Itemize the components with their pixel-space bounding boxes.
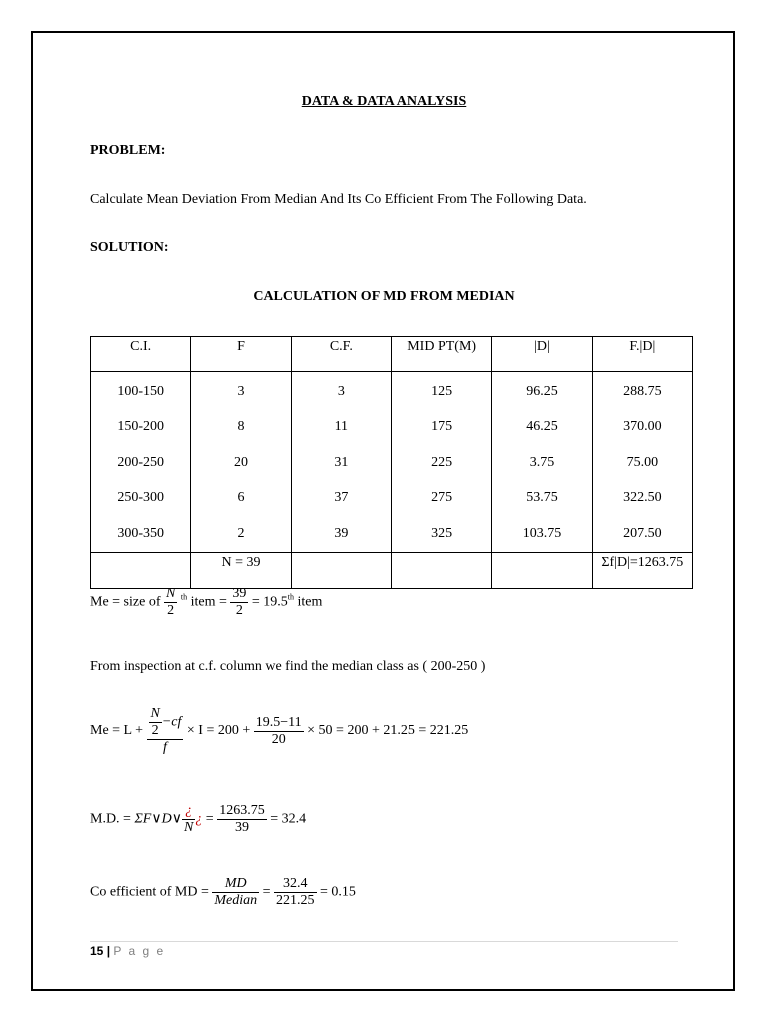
n-over-2-fraction: [164, 586, 177, 619]
cell-d: 46.25: [492, 410, 592, 446]
md-garbled-fraction: [182, 803, 195, 836]
header-mid-point: MID PT(M): [391, 337, 491, 372]
cell-f: 6: [191, 481, 291, 517]
table-row: [91, 410, 693, 446]
fraction-denominator: N: [183, 820, 194, 835]
median-position-prefix: Me = size of: [90, 594, 161, 610]
median-position-mid: item =: [190, 594, 227, 610]
cell-d: 3.75: [492, 445, 592, 481]
substituted-fraction: [254, 715, 304, 748]
cell-d: 103.75: [492, 516, 592, 552]
median-interpolation-fraction: [147, 706, 184, 756]
header-ci: C.I.: [91, 337, 191, 372]
problem-heading: PROBLEM:: [90, 143, 166, 158]
coefficient-result: = 0.15: [320, 884, 356, 900]
inspection-text: From inspection at c.f. column we find the median class as ( 200-250 ): [90, 659, 486, 674]
cell-mid: 225: [391, 445, 491, 481]
fraction-numerator: 39: [232, 586, 247, 601]
median-formula-rest: × 50 = 200 + 21.25 = 221.25: [307, 723, 469, 739]
cell-cf: 3: [291, 372, 391, 410]
md-result: = 32.4: [270, 811, 307, 827]
cell-f: 2: [191, 516, 291, 552]
cell-cf: 37: [291, 481, 391, 517]
median-formula-prefix: Me = L +: [90, 723, 143, 739]
cell-fd: 207.50: [592, 516, 692, 552]
cell-ci: 150-200: [91, 410, 191, 446]
md-formula-prefix: M.D. =: [90, 811, 131, 827]
fraction-numerator: 32.4: [283, 876, 308, 891]
md-equals: =: [205, 811, 214, 827]
fraction-numerator: [147, 706, 184, 739]
cell-ci: 100-150: [91, 372, 191, 410]
median-formula: [90, 706, 468, 756]
cell-d: 96.25: [492, 372, 592, 410]
document-title: DATA & DATA ANALYSIS: [301, 94, 467, 109]
superscript-th: th: [180, 592, 188, 602]
fraction-denominator: f: [147, 739, 184, 756]
page-number: 15: [90, 944, 104, 958]
fraction-denominator: 2: [149, 722, 162, 739]
md-garbled-char: ¿: [195, 811, 203, 827]
fraction-denominator: 2: [164, 602, 177, 619]
median-position-suffix: item: [297, 594, 323, 610]
cell-f: 3: [191, 372, 291, 410]
cell-fd: 370.00: [592, 410, 692, 446]
md-value-fraction: [217, 803, 267, 836]
cell-fd: 288.75: [592, 372, 692, 410]
page-word: P a g e: [113, 944, 166, 958]
table-row: [91, 372, 693, 410]
footer-separator: |: [106, 944, 111, 958]
fraction-numerator: MD: [224, 876, 247, 891]
table-row: [91, 481, 693, 517]
fraction-denominator: 221.25: [276, 893, 315, 908]
md-over-median-fraction: [212, 876, 259, 909]
median-formula-times-i: × I = 200 +: [186, 723, 251, 739]
header-cf: C.F.: [291, 337, 391, 372]
cell-fd: 75.00: [592, 445, 692, 481]
footer-divider: [90, 941, 678, 942]
cell-mid: 175: [391, 410, 491, 446]
md-formula-expression: ΣF∨D∨: [134, 811, 182, 827]
fraction-numerator: 19.5−11: [255, 714, 302, 730]
table-header-row: [91, 337, 693, 372]
problem-text: Calculate Mean Deviation From Median And Its Co Efficient From The Following Data.: [90, 192, 587, 207]
md-formula: [90, 803, 306, 836]
fraction-numerator: N: [166, 586, 176, 601]
table-total-row: [91, 552, 693, 588]
minus-cf: −cf: [161, 714, 182, 730]
table-row: [91, 516, 693, 552]
total-empty-cell: [492, 552, 592, 588]
solution-heading: SOLUTION:: [90, 240, 169, 255]
cell-cf: 31: [291, 445, 391, 481]
fraction-numerator: ¿: [185, 803, 193, 818]
cell-cf: 39: [291, 516, 391, 552]
coefficient-prefix: Co efficient of MD =: [90, 884, 209, 900]
coefficient-formula: [90, 876, 356, 909]
page-footer: [90, 944, 165, 958]
cell-mid: 125: [391, 372, 491, 410]
cell-cf: 11: [291, 410, 391, 446]
fraction-denominator: 20: [254, 731, 304, 748]
coefficient-value-fraction: [274, 876, 317, 909]
superscript-th: th: [287, 592, 294, 602]
39-over-2-fraction: [230, 586, 248, 619]
header-f: F: [191, 337, 291, 372]
fraction-numerator: N: [150, 706, 160, 721]
total-n: N = 39: [191, 552, 291, 588]
coefficient-equals: =: [262, 884, 271, 900]
header-abs-deviation: |D|: [492, 337, 592, 372]
total-empty-cell: [391, 552, 491, 588]
table-title: CALCULATION OF MD FROM MEDIAN: [253, 289, 515, 304]
header-f-times-d: F.|D|: [592, 337, 692, 372]
cell-fd: 322.50: [592, 481, 692, 517]
fraction-numerator: 1263.75: [219, 803, 265, 818]
cell-ci: 300-350: [91, 516, 191, 552]
total-empty-cell: [91, 552, 191, 588]
cell-ci: 200-250: [91, 445, 191, 481]
cell-ci: 250-300: [91, 481, 191, 517]
median-position-result: = 19.5: [251, 594, 288, 610]
total-empty-cell: [291, 552, 391, 588]
table-row: [91, 445, 693, 481]
cell-d: 53.75: [492, 481, 592, 517]
md-calculation-table: [90, 336, 693, 589]
cell-mid: 325: [391, 516, 491, 552]
median-position-equation: [90, 586, 322, 619]
cell-f: 20: [191, 445, 291, 481]
n-over-2-fraction: [149, 706, 162, 739]
fraction-denominator: Median: [214, 893, 258, 908]
fraction-denominator: 2: [230, 602, 248, 619]
total-f-times-d: Σf|D|=1263.75: [592, 552, 692, 588]
cell-f: 8: [191, 410, 291, 446]
fraction-denominator: 39: [217, 819, 267, 836]
cell-mid: 275: [391, 481, 491, 517]
